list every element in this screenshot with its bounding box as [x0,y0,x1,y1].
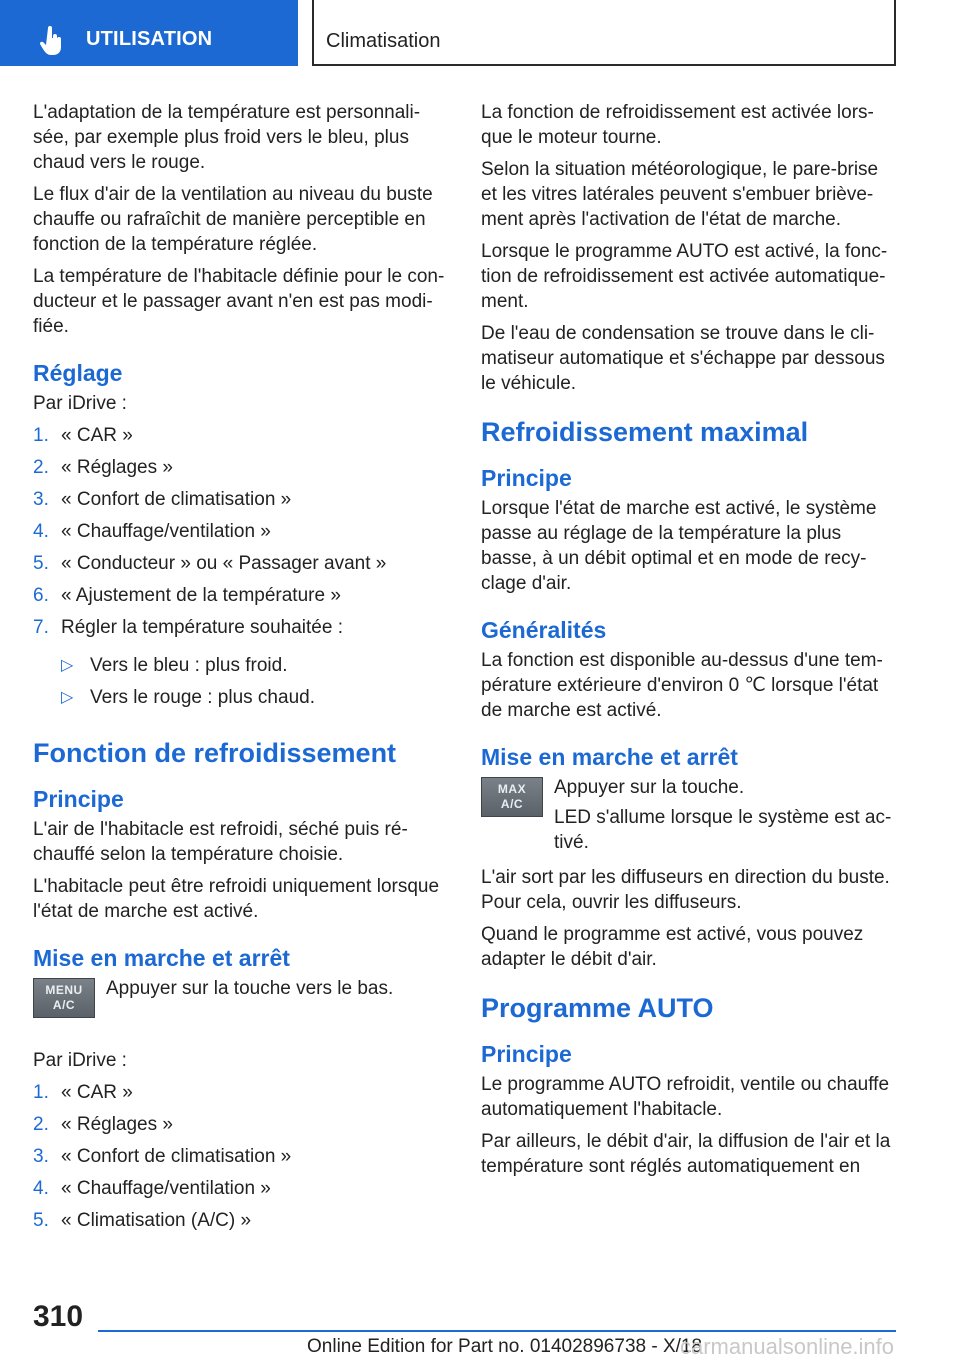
list-item [33,455,453,487]
paragraph: L'air de l'habitacle est refroidi, séché puis ré-chauffé selon la température choisie. [33,819,408,865]
step-number: 5. [33,553,49,574]
list-item [33,583,453,615]
page-number: 310 [33,1300,84,1333]
step-number: 4. [33,521,49,542]
menu-ac-button-icon [33,978,95,1018]
paragraph: La fonction de refroidissement est activée lors-que le moteur tourne. [481,102,874,148]
button-instruction [481,775,899,855]
paragraph: L'habitacle peut être refroidi uniquement lorsque l'état de marche est activé. [33,876,440,922]
bullet-text: Vers le rouge : plus chaud. [90,687,315,708]
step-text: « Conducteur » ou « Passager avant » [61,553,387,574]
paragraph: La température de l'habitacle définie pour le con-ducteur et le passager avant n'en est pas modi-fiée. [33,266,445,337]
bullet-text: Vers le bleu : plus froid. [90,655,288,676]
page-header [0,0,960,66]
paragraph: Selon la situation météorologique, le pare-brise et les vitres latérales peuvent s'embuer briève-ment après l'activation de l'état de marche. [481,159,879,230]
paragraph: Par iDrive : [33,393,127,414]
list-item [33,685,453,717]
list-item [33,1208,453,1240]
step-number: 1. [33,425,49,446]
list-item [33,423,453,455]
list-item [33,615,453,647]
subheading-principe: Principe [481,465,572,491]
paragraph: Le flux d'air de la ventilation au niveau du buste chauffe ou rafraîchit de manière perceptible en fonction de la température réglée. [33,184,433,255]
right-column [481,100,899,1186]
subheading-generalites: Généralités [481,617,607,643]
step-text: « Ajustement de la température » [61,585,341,606]
triangle-bullet-icon: ▷ [61,689,74,706]
paragraph: Appuyer sur la touche vers le bas. [106,978,394,999]
section-heading-refroidissement: Fonction de refroidissement [33,738,397,768]
subheading-principe: Principe [33,786,124,812]
list-item [33,653,453,685]
chapter-title: Climatisation [326,30,441,52]
subheading-reglage: Réglage [33,360,123,386]
step-number: 1. [33,1082,49,1103]
step-number: 3. [33,1146,49,1167]
steps-list [33,1080,453,1240]
step-number: 2. [33,457,49,478]
section-title: UTILISATION [86,28,213,50]
triangle-bullet-icon: ▷ [61,657,74,674]
list-item [33,1080,453,1112]
step-number: 4. [33,1178,49,1199]
max-ac-button-icon [481,777,543,817]
paragraph: L'air sort par les diffuseurs en direction du buste. Pour cela, ouvrir les diffuseurs. [481,867,890,913]
paragraph: Lorsque l'état de marche est activé, le système passe au réglage de la température la plus basse, à un débit optimal et en mode de recy-clage d'air. [481,498,877,594]
step-text: Régler la température souhaitée : [61,617,343,638]
button-label-top: MAX [497,782,527,796]
button-label-bottom: A/C [52,998,76,1012]
step-text: « CAR » [61,1082,133,1103]
list-item [33,519,453,551]
paragraph: Appuyer sur la touche. [554,777,745,798]
paragraph: Le programme AUTO refroidit, ventile ou chauffe automatiquement l'habitacle. [481,1074,890,1120]
list-item [33,1176,453,1208]
step-text: « CAR » [61,425,133,446]
hand-pointer-icon [40,26,64,56]
subheading-principe: Principe [481,1041,572,1067]
paragraph: L'adaptation de la température est personnali-sée, par exemple plus froid vers le bleu, plus chaud vers le rouge. [33,102,421,173]
list-item [33,1112,453,1144]
step-number: 3. [33,489,49,510]
step-text: « Confort de climatisation » [61,489,292,510]
paragraph: Lorsque le programme AUTO est activé, la fonc-tion de refroidissement est activée automatique-ment. [481,241,888,312]
button-instruction [33,976,453,1038]
step-number: 2. [33,1114,49,1135]
paragraph: Par ailleurs, le débit d'air, la diffusion de l'air et la température sont réglés automatiquement en [481,1131,891,1177]
subheading-marche-arret: Mise en marche et arrêt [481,744,738,770]
step-number: 6. [33,585,49,606]
step-text: « Climatisation (A/C) » [61,1210,252,1231]
footer-divider [98,1330,896,1332]
step-number: 7. [33,617,49,638]
steps-list [33,423,453,647]
list-item [33,487,453,519]
left-column [33,100,453,1246]
paragraph: LED s'allume lorsque le système est ac-tivé. [554,807,892,853]
list-item [33,551,453,583]
step-text: « Réglages » [61,1114,173,1135]
paragraph: La fonction est disponible au-dessus d'une tem-pérature extérieure d'environ 0 ℃ lorsque l'état de marche est activé. [481,650,883,721]
step-text: « Réglages » [61,457,173,478]
step-text: « Confort de climatisation » [61,1146,292,1167]
step-number: 5. [33,1210,49,1231]
list-item [33,1144,453,1176]
section-heading-programme-auto: Programme AUTO [481,993,714,1023]
subheading-marche-arret: Mise en marche et arrêt [33,945,290,971]
section-heading-refroidissement-maximal: Refroidissement maximal [481,417,809,447]
bullet-list [33,653,453,717]
paragraph: De l'eau de condensation se trouve dans le cli-matiseur automatique et s'échappe par dessous le véhicule. [481,323,885,394]
section-tab [0,0,298,66]
step-text: « Chauffage/ventilation » [61,521,271,542]
button-label-bottom: A/C [500,797,524,811]
paragraph: Quand le programme est activé, vous pouvez adapter le débit d'air. [481,924,864,970]
footer-edition: Online Edition for Part no. 01402896738 - X/18 [307,1336,703,1357]
step-text: « Chauffage/ventilation » [61,1178,271,1199]
button-label-top: MENU [45,983,83,997]
watermark: carmanualsonline.info [680,1334,895,1359]
paragraph: Par iDrive : [33,1050,127,1071]
